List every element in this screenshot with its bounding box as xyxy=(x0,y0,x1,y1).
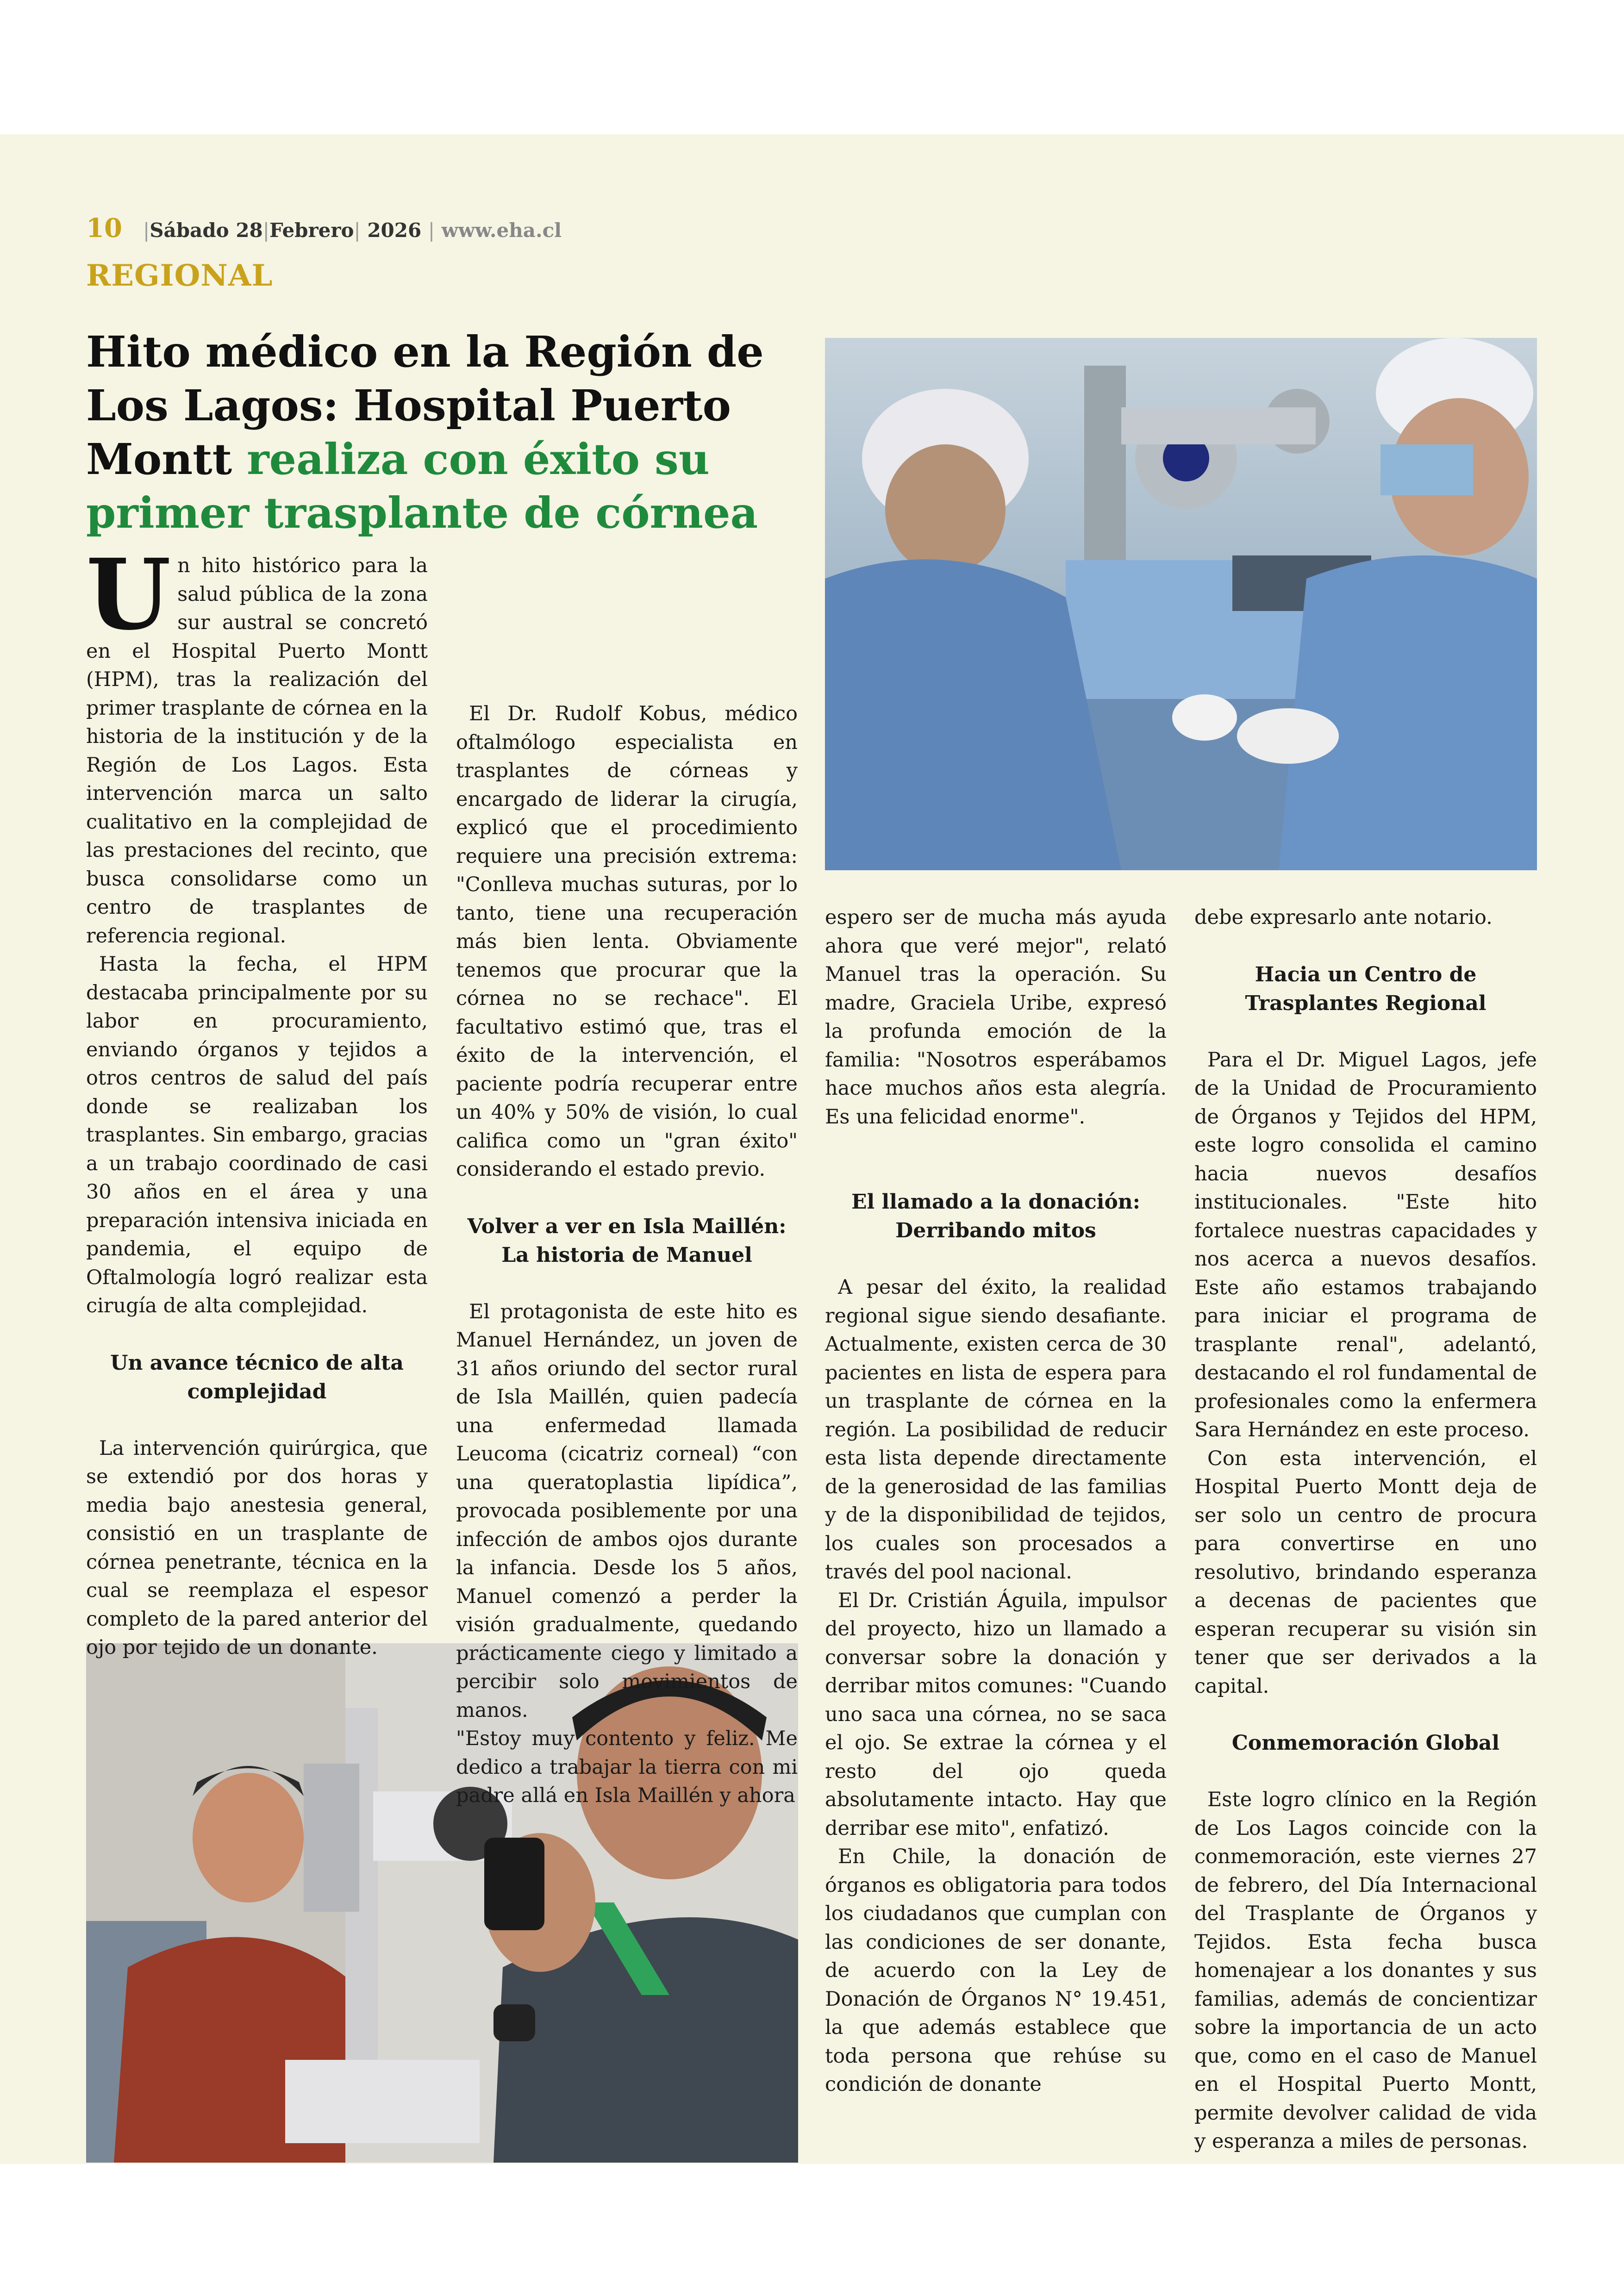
surgery-photo xyxy=(825,338,1537,870)
col2-paragraph-3: "Estoy muy contento y feliz. Me dedico a trabajar la tierra con mi padre allá en Isla Maillén y ahora xyxy=(456,1727,798,1807)
subhead-centro-trasplantes: Hacia un Centro de Trasplantes Regional xyxy=(1245,962,1487,1015)
col3-paragraph-1: espero ser de mucha más ayuda ahora que veré mejor", relató Manuel tras la operación. Su madre, Graciela Uribe, expresó la profunda emoción de la familia: "Nosotros esperábamos hace muchos años esta alegría. Es una felicidad enorme". xyxy=(825,906,1167,1129)
col1-paragraph-3: La intervención quirúrgica, que se extendió por dos horas y media bajo anestesia general, consistió en un trasplante de córnea penetrante, técnica en la cual se reemplaza el espesor completo de la pared anterior del ojo por tejido de un donante. xyxy=(86,1436,428,1659)
col1-paragraph-2: Hasta la fecha, el HPM destacaba principalmente por su labor en procuramiento, enviando órganos y tejidos a otros centros de salud del país donde se realizaban los trasplantes. Sin embargo, gracias a un trabajo coordinado de casi 30 años en el área y una preparación intensiva iniciada en pandemia, el equipo de Oftalmología logró realizar esta cirugía de alta complejidad. xyxy=(86,953,428,1317)
col4-paragraph-4: Este logro clínico en la Región de Los Lagos coincide con la conmemoración, este viernes 27 de febrero, del Día Internacional del Trasplante de Órganos y Tejidos. Esta fecha busca homenajear a los donantes y sus familias, además de concientizar sobre la importancia de un acto que, como en el caso de Manuel en el Hospital Puerto Montt, permite devolver calidad de vida y esperanza a miles de personas. xyxy=(1194,1788,1537,2153)
col1-paragraph-1: n hito histórico para la salud pública de la zona sur austral se concretó en el Hospital Puerto Montt (HPM), tras la realización del primer trasplante de córnea en la historia de la institución y de la Región de Los Lagos. Esta intervención marca un salto cualitativo en la complejidad de las prestaciones del recinto, que busca consolidarse como un centro de trasplantes de referencia regional. xyxy=(86,554,428,948)
headline-line-3-black: Montt xyxy=(86,434,247,484)
headline-line-4-green: primer trasplante de córnea xyxy=(86,488,758,538)
col3-paragraph-2: A pesar del éxito, la realidad regional sigue siendo desafiante. Actualmente, existen cerca de 30 pacientes en lista de espera para un trasplante de córnea en la región. La posibilidad de reducir esta lista depende directamente de la generosidad de las familias y de la disponibilidad de tejidos, los cuales son procesados a través del pool nacional. xyxy=(825,1276,1167,1584)
col3-paragraph-3: El Dr. Cristián Águila, impulsor del proyecto, hizo un llamado a conversar sobre la donación y derribar mitos comunes: "Cuando uno saca una córnea, no se saca el ojo. Se extrae la córnea y el resto del ojo queda absolutamente intacto. Hay que derribar ese mito", enfatizó. xyxy=(825,1589,1167,1840)
subhead-conmemoracion-global: Conmemoración Global xyxy=(1231,1731,1500,1755)
subhead-avance-tecnico: Un avance técnico de alta complejidad xyxy=(110,1351,404,1403)
col4-paragraph-3: Con esta intervención, el Hospital Puerto Montt deja de ser solo un centro de procura para convertirse en uno resolutivo, brindando esperanza a decenas de pacientes que esperan recuperar su visión sin tener que ser derivados a la capital. xyxy=(1194,1447,1537,1698)
subhead-isla-maillen: Volver a ver en Isla Maillén: La historia de Manuel xyxy=(467,1214,787,1267)
header-website: www.eha.cl xyxy=(441,219,562,242)
column-1 xyxy=(86,537,428,1662)
col2-paragraph-1: El Dr. Rudolf Kobus, médico oftalmólogo especialista en trasplantes de córneas y encargado de liderar la cirugía, explicó que el procedimiento requiere una precisión extrema: "Conlleva muchas suturas, por lo tanto, tiene una recuperación más bien lenta. Obviamente tenemos que procurar que la córnea no se rechace". El facultativo estimó que, tras el éxito de la intervención, el paciente podría recuperar entre un 40% y 50% de visión, lo cual califica como un "gran éxito" considerando el estado previo. xyxy=(456,702,798,1181)
headline-line-3-green: realiza con éxito su xyxy=(247,434,710,484)
header-month: Febrero xyxy=(269,219,354,242)
header-year: 2026 xyxy=(367,219,422,242)
newspaper-page xyxy=(0,134,1624,2164)
column-2 xyxy=(456,700,798,1810)
section-label: REGIONAL xyxy=(86,258,273,293)
headline-line-2: Los Lagos: Hospital Puerto xyxy=(86,380,731,430)
drop-cap: U xyxy=(86,537,171,652)
col4-paragraph-1: debe expresarlo ante notario. xyxy=(1194,906,1493,929)
page-number: 10 xyxy=(86,213,122,243)
column-4 xyxy=(1194,904,1537,2156)
col2-paragraph-2: El protagonista de este hito es Manuel Hernández, un joven de 31 años oriundo del sector rural de Isla Maillén, quien padecía una enfermedad llamada Leucoma (cicatriz corneal) “con una queratoplastia lipídica”, provocada posiblemente por una infección de ambos ojos durante la infancia. Desde los 5 años, Manuel comenzó a perder la visión gradualmente, quedando prácticamente ciego y limitado a percibir solo movimientos de manos. xyxy=(456,1300,798,1722)
col3-paragraph-4: En Chile, la donación de órganos es obligatoria para todos los ciudadanos que cumplan con las condiciones de ser donante, de acuerdo con la Ley de Donación de Órganos N° 19.451, la que además establece que toda persona que rehúse su condición de donante xyxy=(825,1845,1167,2096)
col4-paragraph-2: Para el Dr. Miguel Lagos, jefe de la Unidad de Procuramiento de Órganos y Tejidos del HPM, este logro consolida el camino hacia nuevos desafíos institucionales. "Este hito fortalece nuestras capacidades y nos acerca a nuevos desafíos. Este año estamos trabajando para iniciar el programa de trasplante renal", adelantó, destacando el rol fundamental de profesionales como la enfermera Sara Hernández en este proceso. xyxy=(1194,1048,1537,1441)
headline xyxy=(86,325,808,540)
column-3 xyxy=(825,904,1167,2099)
subhead-llamado-donacion: El llamado a la donación: Derribando mitos xyxy=(851,1190,1141,1242)
page-header: 10 |Sábado 28|Febrero| 2026 | www.eha.cl xyxy=(86,213,562,243)
header-day: Sábado 28 xyxy=(150,219,263,242)
headline-line-1: Hito médico en la Región de xyxy=(86,327,764,377)
